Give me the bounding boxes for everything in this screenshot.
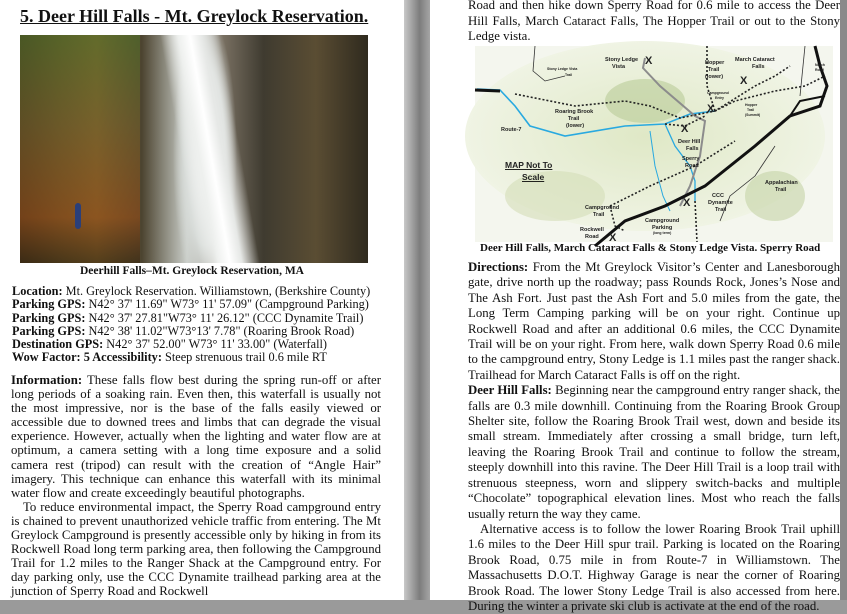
svg-text:Scale: Scale: [522, 172, 545, 182]
map-label-roaring-brook: Roaring Brook: [555, 109, 594, 115]
campground-entry-x-icon: X: [707, 103, 715, 115]
svg-text:(lower): (lower): [566, 123, 585, 129]
right-page: [430, 0, 840, 613]
map-label-deer-hill: Deer Hill: [678, 139, 701, 145]
map-caption: Deer Hill Falls, March Cataract Falls & Stony Ledge Vista. Sperry Road: [480, 242, 821, 254]
map-label-stony-ledge: Stony Ledge: [605, 57, 639, 63]
map-label-notch-road: Notch: [815, 63, 825, 67]
map-label-hopper-lower: Hopper: [705, 60, 725, 66]
stony-ledge-x-icon: X: [645, 55, 653, 67]
svg-text:Falls: Falls: [752, 64, 765, 70]
march-cataract-x-icon: X: [740, 75, 748, 87]
svg-text:Trail: Trail: [593, 212, 605, 218]
access-paragraph: To reduce environmental impact, the Sperry Road campground entry is chained to prevent unauthorized vehicle traffic from entering. The Mt Greylock Campground is presently accessible only by hiking in from its Rockwell Road long term parking area, then following the Campground Trail for 1.2 miles to the Ranger Shack at the Campground entry. For day parking only, use the CCC Dynamite trailhead parking area at the junction of Sperry Road and Rockwell: [11, 499, 381, 599]
campground-parking-x-icon: X: [609, 232, 617, 244]
info-parking-2: Parking GPS: N42° 37' 27.81"W73° 11' 26.12" (CCC Dynamite Trail): [12, 310, 364, 325]
trail-map: [475, 46, 833, 242]
svg-text:Dynamite: Dynamite: [708, 200, 733, 206]
information-section: [11, 373, 381, 599]
alternative-access-paragraph: Alternative access is to follow the lower Roaring Brook Trail uphill 1.6 miles to the Deer Hill spur trail. Parking is located on the Roaring Brook Road, 0.75 mile in from Route-7 in Williamstown. The Massachusetts D.O.T. Highway Garage is near the corner of Roaring Brook Road. The lower Stony Ledge Trail is also accessed from here. During the winter a private ski club is activate at the end of the road.: [468, 521, 840, 613]
photo-caption: Deerhill Falls–Mt. Greylock Reservation, MA: [80, 265, 304, 277]
svg-text:Trail: Trail: [715, 207, 727, 213]
deer-hill-x-icon: X: [681, 123, 689, 135]
svg-text:Trail: Trail: [775, 187, 787, 193]
map-label-rockwell: Rockwell: [580, 227, 604, 233]
deer-hill-paragraph: Deer Hill Falls: Beginning near the campground entry ranger shack, the falls are 0.3 mile downhill. Continuing from the Roaring Brook Group Shelter site, follow the Roaring Brook Trail west, down and beside its small stream. Immediately after crossing a small bridge, turn left, leaving the Roaring Brook Trail and continue to follow the stream, steeply downhill into this ravine. The Deer Hill Trail is a loop trail with strenuous steepness, worn and slippery switch-backs and multiple “Chocolate” topographical elevation lines. Most who reach the falls usually return the way they came.: [468, 383, 840, 521]
page-gutter: [404, 0, 430, 600]
svg-text:(long term): (long term): [653, 231, 672, 235]
svg-text:Parking: Parking: [652, 225, 673, 231]
svg-text:Vista: Vista: [612, 64, 626, 70]
map-label-campground-parking: Campground: [645, 218, 680, 224]
svg-text:Road: Road: [815, 68, 824, 72]
svg-text:Trail: Trail: [565, 73, 573, 77]
map-label-sperry-road: Sperry: [682, 156, 700, 162]
ccc-dynamite-x-icon: X: [683, 197, 691, 209]
page-title: 5. Deer Hill Falls - Mt. Greylock Reservation.: [20, 6, 369, 26]
svg-text:Trail: Trail: [747, 108, 755, 112]
info-wow-factor: Wow Factor: 5 Accessibility: Steep strenuous trail 0.6 mile RT: [12, 350, 327, 365]
info-parking-1: Parking GPS: N42° 37' 11.69" W73° 11' 57.09" (Campground Parking): [12, 297, 369, 312]
map-not-to-scale-label: MAP Not To: [505, 160, 553, 170]
svg-text:Trail: Trail: [708, 67, 720, 73]
svg-text:Entry: Entry: [715, 96, 724, 100]
info-block: [12, 285, 392, 365]
directions-paragraph: Directions: From the Mt Greylock Visitor’s Center and Lanesborough gate, drive north up the roadway; pass Rounds Rock, Jones’s Nose and The Ash Fort. Just past the Ash Fort and 5.0 miles from the gate, the Long Term Camping parking will be on your right. Continue up Rockwell Road and after an additional 0.6 miles, the CCC Dynamite Trail will be on your right. From here, walk down Sperry Road 0.6 mile to the campground entry, Stony Ledge is 1.1 miles past the ranger shack. Trailhead for March Cataract Falls is off on the right.: [468, 260, 840, 382]
svg-text:Trail: Trail: [568, 116, 580, 122]
map-label-hopper-summit: Hopper: [745, 103, 758, 107]
map-label-appalachian: Appalachian: [765, 180, 798, 186]
svg-text:Falls: Falls: [686, 146, 699, 152]
page-edge: [840, 0, 847, 600]
svg-text:Road: Road: [685, 163, 699, 169]
hiker-figure: [75, 203, 81, 229]
info-destination: Destination GPS: N42° 37' 52.00" W73° 11' 33.00" (Waterfall): [12, 337, 327, 352]
information-paragraph: Information: These falls flow best during the spring run-off or after long periods of a soaking rain. Even then, this waterfall is usually not the most impressive, nor is the base of the falls easily viewed or accessible due to downed trees and limbs that can degrade the visual experience. However, actually when the lighting and water flow are at optimum, a camera setting with a long time exposure and a solid camera rest (tripod) can result with the creation of “Angle Hair” imagery. This technique can enhance this waterfall with its minimal water flow and create exceedingly beautiful photographs.: [11, 373, 381, 500]
top-paragraph: Road and then hike down Sperry Road for 0.6 mile to access the Deer Hill Falls, March Cataract Falls, The Hopper Trail or out to the Stony Ledge vista.: [468, 0, 840, 44]
svg-text:(lower): (lower): [705, 74, 724, 80]
map-label-ccc: CCC: [712, 193, 724, 199]
info-location: Location: Mt. Greylock Reservation. Williamstown, (Berkshire County): [12, 284, 371, 298]
map-label-march-cataract: March Cataract: [735, 57, 775, 63]
map-label-route7: Route-7: [501, 127, 522, 133]
waterfall-photo: [20, 35, 368, 263]
directions-section: [468, 260, 840, 614]
map-label-campground-entry: Campground: [707, 91, 729, 95]
map-label-campground-trail: Campground: [585, 205, 620, 211]
left-page: [0, 0, 404, 600]
svg-text:(Summit): (Summit): [745, 113, 761, 117]
info-parking-3: Parking GPS: N42° 38' 11.02"W73°13' 7.78" (Roaring Brook Road): [12, 323, 355, 338]
map-label-stony-ledge-trail: Stony Ledge Vista: [547, 67, 578, 71]
svg-text:Road: Road: [585, 234, 599, 240]
